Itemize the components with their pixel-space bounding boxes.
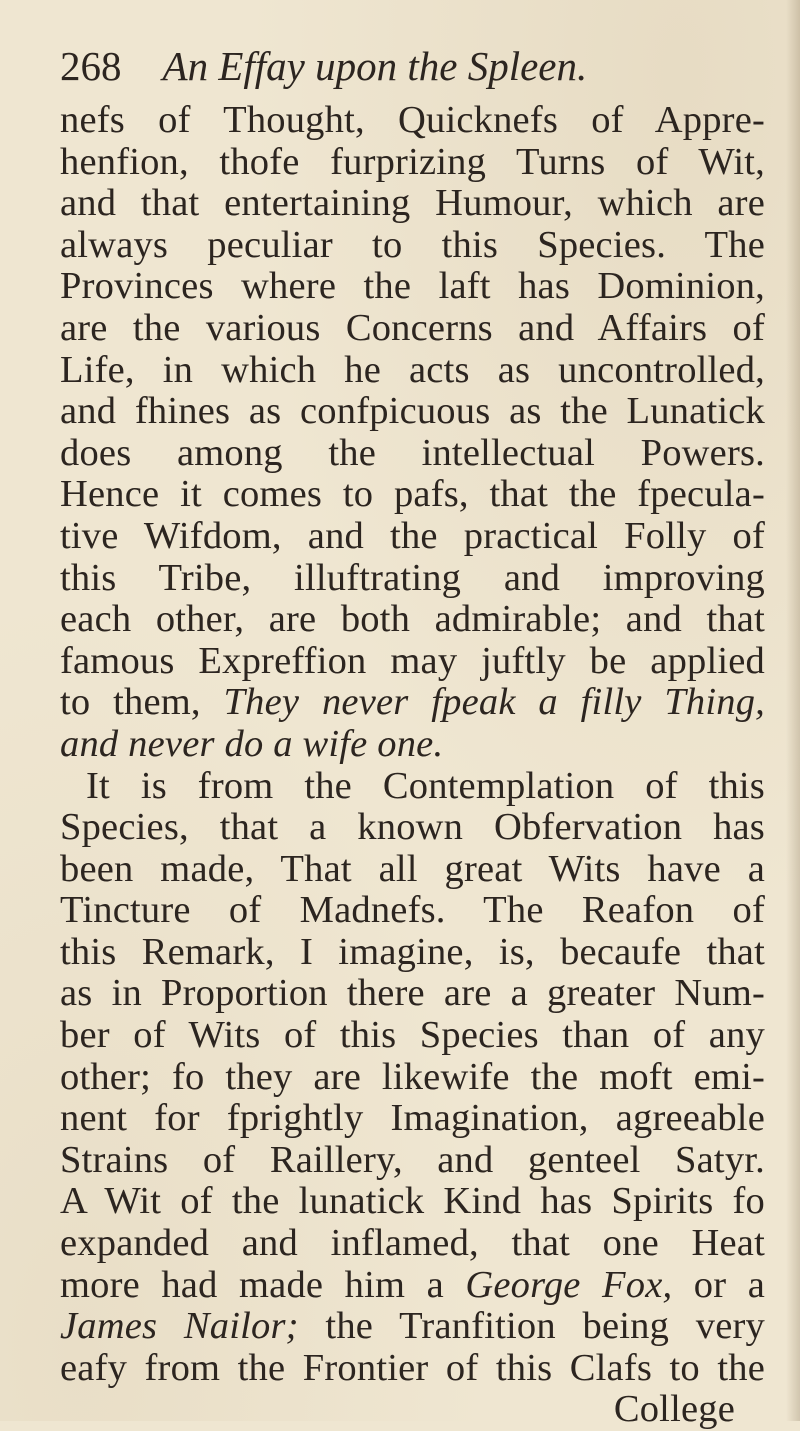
text-line: Tincture of Madnefs. The Reafon of (60, 889, 765, 932)
page-edge-shadow (786, 0, 800, 1421)
text-line-names (60, 1265, 765, 1307)
text-line-quote-start (60, 682, 765, 724)
text-fragment: the Tranfition being very (325, 1305, 765, 1348)
text-fragment: or a (693, 1263, 766, 1306)
text-line: nefs of Thought, Quicknefs of Appre- (60, 99, 765, 141)
text-line: are the various Concerns and Affairs of (60, 306, 765, 349)
text-line: and that entertaining Humour, which are (60, 182, 765, 225)
text-line: does among the intellectual Powers. (60, 431, 765, 474)
quoted-expression-end: and never do a wife one. (60, 722, 444, 765)
text-line: Provinces where the laft has Dominion, (60, 265, 765, 308)
running-title: An Effay upon the Spleen. (162, 43, 588, 89)
page-number: 268 (60, 43, 122, 89)
text-line: eafy from the Frontier of this Clafs to the (60, 1346, 765, 1389)
text-line: expanded and inflamed, that one Heat (60, 1222, 765, 1265)
text-line: Life, in which he acts as uncontrolled, (60, 348, 765, 391)
text-line: always peculiar to this Species. The (60, 223, 765, 266)
catchword: College (613, 1388, 735, 1431)
paragraph-start-line: It is from the Contemplation of this (86, 764, 765, 807)
page-header (60, 38, 760, 94)
text-line: and fhines as confpicuous as the Lunatick (60, 390, 765, 433)
text-line: this Remark, I imagine, is, becaufe that (60, 930, 765, 973)
text-line: Hence it comes to pafs, that the fpecula- (60, 473, 765, 516)
text-fragment: more had made him a (60, 1263, 444, 1306)
name-james-nailor: James Nailor; (60, 1305, 299, 1348)
text-line: this Tribe, illuftrating and improving (60, 556, 765, 599)
text-line: tive Wifdom, and the practical Folly of (60, 514, 765, 557)
text-line-names (60, 1306, 765, 1348)
text-line: A Wit of the lunatick Kind has Spirits fo (60, 1180, 765, 1223)
text-line: other; fo they are likewife the moft emi- (60, 1055, 765, 1098)
name-george-fox: George Fox, (465, 1263, 673, 1306)
text-line: nent for fprightly Imagination, agreeable (60, 1097, 765, 1140)
body-text (60, 100, 765, 1431)
text-line: Strains of Raillery, and genteel Satyr. (60, 1138, 765, 1181)
text-line: famous Expreffion may juftly be applied (60, 639, 765, 682)
text-line: ber of Wits of this Species than of any (60, 1014, 765, 1057)
text-line: as in Proportion there are a greater Num- (60, 972, 765, 1015)
text-line: henfion, thofe furprizing Turns of Wit, (60, 140, 765, 183)
text-line: been made, That all great Wits have a (60, 847, 765, 890)
quote-lead-in: to them, (60, 681, 201, 724)
text-line: each other, are both admirable; and that (60, 598, 765, 641)
text-line: Species, that a known Obfervation has (60, 806, 765, 849)
quoted-expression: They never fpeak a filly Thing, (223, 681, 766, 724)
